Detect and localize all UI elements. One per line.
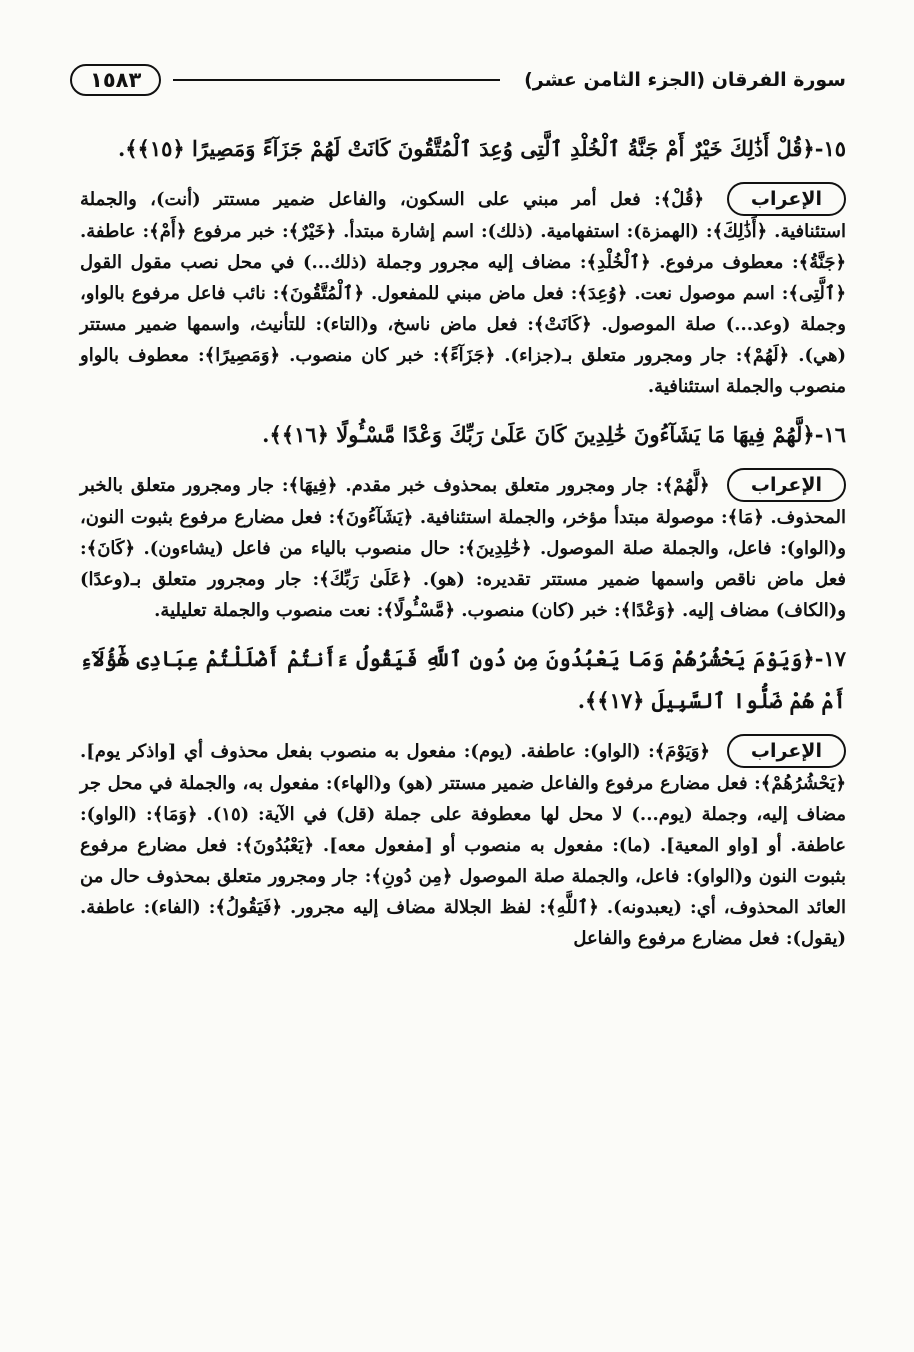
running-title: سورة الفرقان (الجزء الثامن عشر) xyxy=(524,69,846,91)
irab-section xyxy=(80,468,846,626)
page-header xyxy=(70,58,846,102)
irab-section xyxy=(80,734,846,954)
verse-17: ١٧-﴿وَيَوْمَ يَحْشُرُهُمْ وَمَا يَعْبُدُونَ مِن دُونِ ٱللَّهِ فَيَقُولُ ءَأَنتُمْ أَضْلَلْتُمْ عِبَادِى هَٰٓؤُلَآءِ أَمْ هُمْ ضَلُّوا ٱلسَّبِيلَ ﴿١٧﴾﴾. xyxy=(80,646,846,713)
irab-section xyxy=(80,182,846,402)
irab-text: ﴿قُلْ﴾: فعل أمر مبني على السكون، والفاعل ضمير مستتر (أنت)، والجملة استئنافية. ﴿أَذَٰلِكَ﴾: (الهمزة): استفهامية. (ذلك): اسم إشارة مبتدأ. ﴿خَيْرٌ﴾: خبر مرفوع ﴿أَمْ﴾: عاطفة. ﴿جَنَّةُ﴾: معطوف مرفوع. ﴿ٱلْخُلْدِ﴾: مضاف إليه مجرور وجملة (ذلك...) في محل نصب مقول القول ﴿ٱلَّتِى﴾: اسم موصول نعت. ﴿وُعِدَ﴾: فعل ماض مبني للمفعول. ﴿ٱلْمُتَّقُونَ﴾: نائب فاعل مرفوع بالواو، وجملة (وعد...) صلة الموصول. ﴿كَانَتْ﴾: فعل ماض ناسخ، و(التاء): للتأنيث، واسمها ضمير مستتر (هي). ﴿لَهُمْ﴾: جار ومجرور متعلق بـ(جزاء). ﴿جَزَآءً﴾: خبر كان منصوب. ﴿وَمَصِيرًا﴾: معطوف بالواو منصوب والجملة استئنافية. xyxy=(80,189,846,397)
verse-16: ١٦-﴿لَّهُمْ فِيهَا مَا يَشَآءُونَ خَٰلِدِينَ كَانَ عَلَىٰ رَبِّكَ وَعْدًا مَّسْـُٔولًا ﴿١٦﴾﴾. xyxy=(262,422,846,447)
page-content xyxy=(80,120,846,966)
page-number: ١٥٨٣ xyxy=(70,64,161,96)
irab-label: الإعراب xyxy=(727,734,846,768)
irab-text: ﴿وَيَوْمَ﴾: (الواو): عاطفة. (يوم): مفعول به منصوب بفعل محذوف أي [واذكر يوم]. ﴿يَحْشُرُهُمْ﴾: فعل مضارع مرفوع والفاعل ضمير مستتر (هو) و(الهاء): مفعول به، والجملة في محل جر مضاف إليه، وجملة (يوم...) لا محل لها معطوفة على جملة (قل) في الآية: (١٥). ﴿وَمَا﴾: (الواو): عاطفة. أو [واو المعية]. (ما): مفعول به منصوب أو [مفعول معه]. ﴿يَعْبُدُونَ﴾: فعل مضارع مرفوع بثبوت النون و(الواو): فاعل، والجملة صلة الموصول ﴿مِن دُونِ﴾: جار ومجرور متعلق بمحذوف حال من العائد المحذوف، أي: (يعبدونه). ﴿ٱللَّهِ﴾: لفظ الجلالة مضاف إليه مجرور. ﴿فَيَقُولُ﴾: (الفاء): عاطفة. (يقول): فعل مضارع مرفوع والفاعل xyxy=(80,741,846,949)
irab-label: الإعراب xyxy=(727,182,846,216)
verse-15: ١٥-﴿قُلْ أَذَٰلِكَ خَيْرٌ أَمْ جَنَّةُ ٱلْخُلْدِ ٱلَّتِى وُعِدَ ٱلْمُتَّقُونَ كَانَتْ لَهُمْ جَزَآءً وَمَصِيرًا ﴿١٥﴾﴾. xyxy=(117,136,846,161)
header-rule xyxy=(173,79,500,81)
irab-label: الإعراب xyxy=(727,468,846,502)
irab-text: ﴿لَّهُمْ﴾: جار ومجرور متعلق بمحذوف خبر مقدم. ﴿فِيهَا﴾: جار ومجرور متعلق بالخبر المحذوف. ﴿مَا﴾: موصولة مبتدأ مؤخر، والجملة استئنافية. ﴿يَشَآءُونَ﴾: فعل مضارع مرفوع بثبوت النون، و(الواو): فاعل، والجملة صلة الموصول. ﴿خَٰلِدِينَ﴾: حال منصوب بالياء من فاعل (يشاءون). ﴿كَانَ﴾: فعل ماض ناقص واسمها ضمير مستتر تقديره: (هو). ﴿عَلَىٰ رَبِّكَ﴾: جار ومجرور متعلق بـ(وعدًا) و(الكاف) مضاف إليه. ﴿وَعْدًا﴾: خبر (كان) منصوب. ﴿مَّسْـُٔولًا﴾: نعت منصوب والجملة تعليلية. xyxy=(80,475,846,621)
